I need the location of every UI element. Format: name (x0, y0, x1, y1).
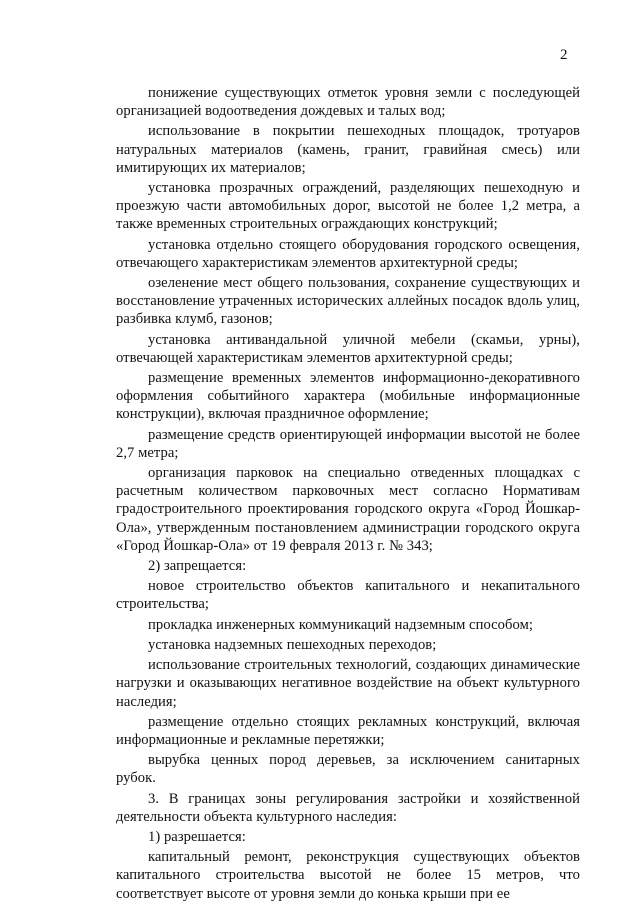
paragraph-orientation-info: размещение средств ориентирующей информации высотой не более 2,7 метра; (116, 426, 580, 461)
paragraph-transparent-fences: установка прозрачных ограждений, разделяющих пешеходную и проезжую части автомобильных дорог, высотой не более 1,2 метра, а также временных строительных ограждающих конструкций; (116, 180, 580, 233)
paragraph-tree-felling: вырубка ценных пород деревьев, за исключением санитарных рубок. (116, 752, 580, 787)
subheading-permitted: 1) разрешается: (148, 828, 246, 845)
paragraph-capital-repair: капитальный ремонт, реконструкция существующих объектов капитального строительства высотой не более 15 метров, что соответствует высоте от уровня земли до конька крыши при ее (116, 849, 580, 902)
paragraph-street-furniture: установка антивандальной уличной мебели (скамьи, урны), отвечающей характеристикам элементов архитектурной среды; (116, 331, 580, 366)
section-heading-regulation-zone: 3. В границах зоны регулирования застройки и хозяйственной деятельности объекта культурного наследия: (116, 790, 580, 825)
paragraph-overhead-utilities: прокладка инженерных коммуникаций надземным способом; (148, 616, 533, 633)
paragraph-natural-materials: использование в покрытии пешеходных площадок, тротуаров натуральных материалов (камень, гранит, гравийная смесь) или имитирующих их материалов; (116, 123, 580, 176)
paragraph-lowering-ground: понижение существующих отметок уровня земли с последующей организацией водоотведения дождевых и талых вод; (116, 85, 580, 120)
paragraph-street-lighting: установка отдельно стоящего оборудования городского освещения, отвечающего характеристикам элементов архитектурной среды; (116, 236, 580, 271)
paragraph-parking: организация парковок на специально отведенных площадках с расчетным количеством парковочных мест согласно Нормативам градостроительного проектирования городского округа «Город Йошкар-Ола», утвержденным постановлением администрации городского округа «Город Йошкар-Ола» от 19 февраля 2013 г. № 343; (116, 465, 580, 554)
paragraph-construction-technologies: использование строительных технологий, создающих динамические нагрузки и оказывающих негативное воздействие на объект культурного наследия; (116, 657, 580, 710)
paragraph-temporary-decoration: размещение временных элементов информационно-декоративного оформления событийного характера (мобильные информационные конструкции), включая праздничное оформление; (116, 370, 580, 423)
document-body (116, 84, 580, 905)
subheading-prohibited: 2) запрещается: (148, 558, 247, 575)
paragraph-landscaping: озеленение мест общего пользования, сохранение существующих и восстановление утраченных исторических аллейных посадок вдоль улиц, разбивка клумб, газонов; (116, 275, 580, 328)
paragraph-advertising-structures: размещение отдельно стоящих рекламных конструкций, включая информационные и рекламные перетяжки; (116, 713, 580, 748)
paragraph-overhead-crossings: установка надземных пешеходных переходов; (148, 636, 437, 653)
page-number: 2 (560, 47, 568, 63)
paragraph-new-construction: новое строительство объектов капитального и некапитального строительства; (116, 578, 580, 613)
